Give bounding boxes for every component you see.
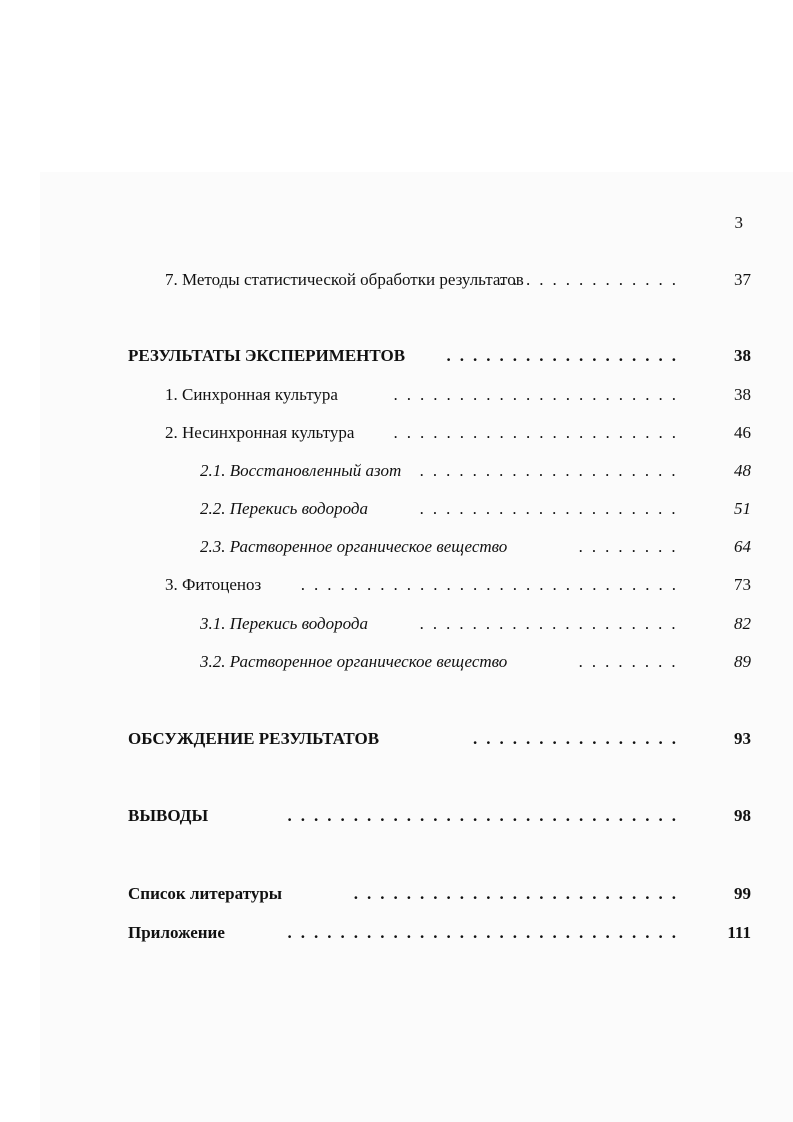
dot-leader: ..................: [446, 346, 685, 365]
toc-entry-title: Приложение: [128, 923, 225, 942]
dot-leader: ........: [579, 537, 685, 556]
page-number: 3: [734, 213, 743, 232]
dot-leader: ....................: [420, 614, 685, 633]
toc-entry-appendix[interactable]: [0, 921, 793, 945]
toc-entry-page: 38: [734, 385, 751, 404]
toc-entry-references[interactable]: [0, 882, 793, 906]
dot-leader: ..............................: [287, 806, 685, 825]
toc-entry-methods-7[interactable]: [0, 268, 793, 292]
toc-entry-title: 2.3. Растворенное органическое вещество: [200, 537, 508, 556]
toc-entry-page: 111: [727, 923, 751, 942]
dot-leader: ........: [579, 652, 685, 671]
toc-entry-page: 46: [734, 423, 751, 442]
toc-entry-discussion[interactable]: [0, 727, 793, 751]
toc-entry-title: 1. Синхронная культура: [165, 385, 338, 404]
toc-entry-page: 93: [734, 729, 751, 748]
toc-entry-page: 48: [734, 461, 751, 480]
toc-entry-results[interactable]: [0, 344, 793, 368]
dot-leader: ....................: [420, 499, 685, 518]
toc-entry-page: 98: [734, 806, 751, 825]
toc-entry-hydrogen-peroxide-2[interactable]: [0, 497, 793, 521]
dot-leader: ................: [473, 729, 685, 748]
toc-entry-title: 2.2. Перекись водорода: [200, 499, 369, 518]
toc-entry-title: РЕЗУЛЬТАТЫ ЭКСПЕРИМЕНТОВ: [128, 346, 406, 365]
toc-entry-phytocenosis[interactable]: [0, 573, 793, 597]
toc-entry-page: 99: [734, 884, 751, 903]
dot-leader: .........................: [353, 884, 685, 903]
toc-entry-title: Список литературы: [128, 884, 283, 903]
toc-entry-page: 73: [734, 575, 751, 594]
toc-entry-title: ОБСУЖДЕНИЕ РЕЗУЛЬТАТОВ: [128, 729, 380, 748]
toc-entry-dissolved-organic-3[interactable]: [0, 650, 793, 674]
toc-entry-page: 38: [734, 346, 751, 365]
dot-leader: .............................: [300, 575, 685, 594]
dot-leader: ......................: [393, 423, 685, 442]
toc-entry-title: 3.2. Растворенное органическое вещество: [200, 652, 508, 671]
toc-entry-page: 51: [734, 499, 751, 518]
toc-entry-conclusions[interactable]: [0, 804, 793, 828]
toc-entry-title: 3.1. Перекись водорода: [200, 614, 369, 633]
toc-entry-page: 37: [734, 270, 751, 289]
toc-entry-title: 7. Методы статистической обработки результатов: [165, 270, 524, 289]
toc-entry-page: 82: [734, 614, 751, 633]
toc-entry-title: 3. Фитоценоз: [165, 575, 262, 594]
scanned-page-area: [40, 172, 793, 1122]
toc-entry-sync-culture[interactable]: [0, 383, 793, 407]
dot-leader: ......................: [393, 385, 685, 404]
dot-leader: ....................: [420, 461, 685, 480]
toc-entry-title: 2. Несинхронная культура: [165, 423, 355, 442]
toc-entry-async-culture[interactable]: [0, 421, 793, 445]
toc-entry-hydrogen-peroxide-3[interactable]: [0, 612, 793, 636]
toc-entry-title: 2.1. Восстановленный азот: [200, 461, 402, 480]
dot-leader: ..............: [499, 270, 685, 289]
toc-entry-page: 64: [734, 537, 751, 556]
toc-entry-title: ВЫВОДЫ: [128, 806, 209, 825]
toc-entry-page: 89: [734, 652, 751, 671]
dot-leader: ..............................: [287, 923, 685, 942]
toc-entry-dissolved-organic-2[interactable]: [0, 535, 793, 559]
toc-entry-reduced-nitrogen[interactable]: [0, 459, 793, 483]
